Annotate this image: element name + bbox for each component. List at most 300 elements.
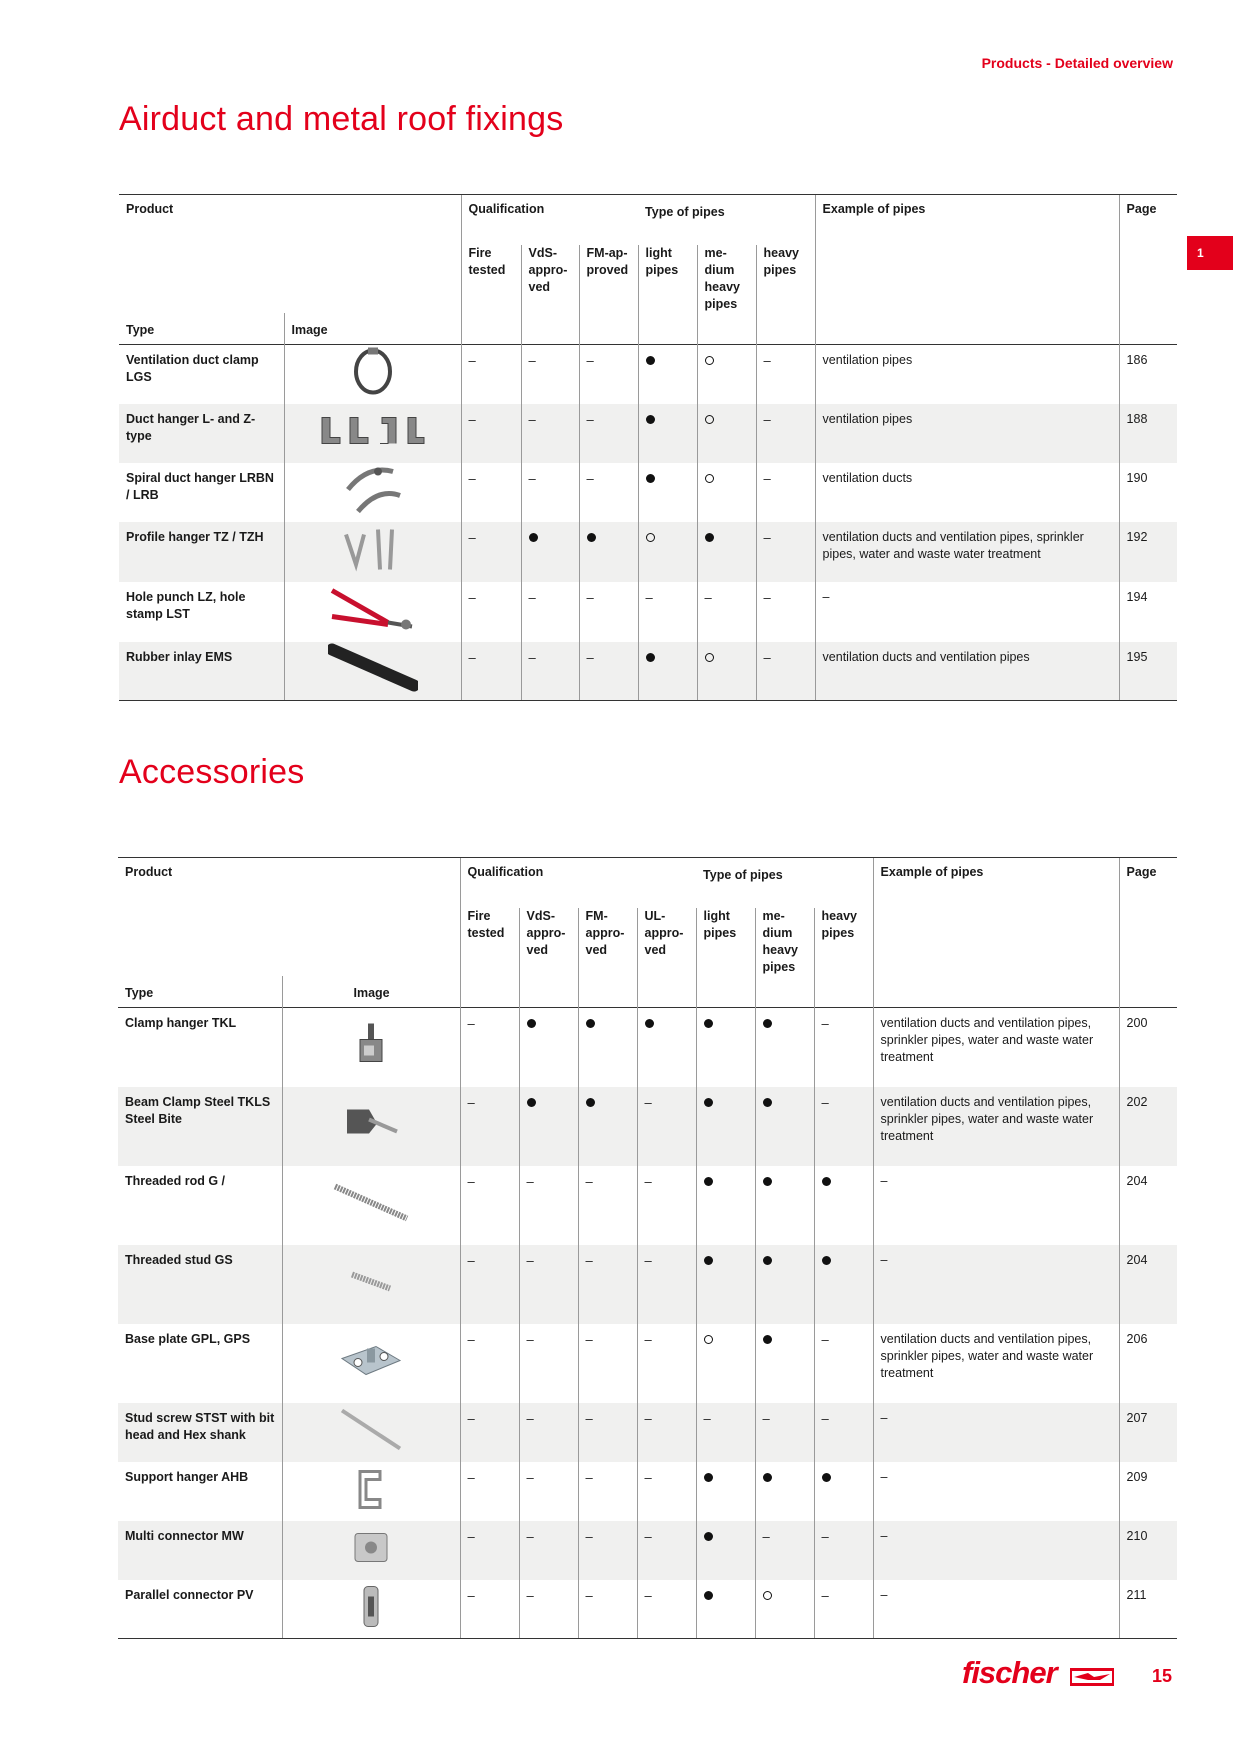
dash-mark: – [585,1410,593,1426]
filled-dot-icon [527,1098,536,1107]
cell-vds [519,1245,578,1324]
example-of-pipes: – [873,1166,1119,1245]
cell-heavy [814,1521,873,1580]
cell-ul [637,1008,696,1087]
cell-light [638,582,697,642]
cell-fire [460,1245,519,1324]
header-fm: FM-ap- proved [579,245,638,313]
cell-light [638,404,697,463]
cell-heavy [814,1403,873,1462]
cell-fm [579,582,638,642]
parallel-connector-icon [361,1584,381,1633]
cell-ul [637,1462,696,1521]
cell-vds [519,1008,578,1087]
filled-dot-icon [704,1473,713,1482]
header-vds: VdS- appro- ved [519,908,578,976]
cell-fm [578,1087,637,1166]
dash-mark: – [526,1469,534,1485]
filled-dot-icon [704,1177,713,1186]
header-qualification: Qualification [460,858,696,908]
table-row [119,582,1177,642]
dash-mark: – [585,1331,593,1347]
dash-mark: – [644,1469,652,1485]
filled-dot-icon [704,1098,713,1107]
dash-mark: – [467,1587,475,1603]
dash-mark: – [468,353,476,368]
cell-heavy [814,1166,873,1245]
cell-light [638,463,697,522]
dash-mark: – [585,1469,593,1485]
product-image [282,1166,460,1245]
dash-mark: – [644,1587,652,1603]
example-of-pipes: ventilation ducts and ventilation pipes, sprinkler pipes, water and waste water treatment [873,1087,1119,1166]
open-circle-icon [705,415,714,424]
cell-light [696,1245,755,1324]
dash-mark: – [644,1173,652,1189]
cell-fm [578,1166,637,1245]
dash-mark: – [526,1587,534,1603]
product-image [282,1580,460,1639]
filled-dot-icon [704,1532,713,1541]
cell-light [638,522,697,582]
filled-dot-icon [763,1177,772,1186]
example-of-pipes: ventilation ducts and ventilation pipes, sprinkler pipes, water and waste water treatment [873,1324,1119,1403]
product-image [284,345,461,404]
dash-mark: – [763,411,771,427]
table-row [119,404,1177,463]
profile-hanger-icon [338,524,408,579]
filled-dot-icon [704,1591,713,1600]
cell-fire [461,582,521,642]
product-image [284,463,461,522]
filled-dot-icon [704,1019,713,1028]
section-header-label: Products - Detailed overview [981,55,1173,71]
dash-mark: – [586,411,594,427]
page-reference: 190 [1119,463,1177,522]
dash-mark: – [467,1469,475,1485]
header-medium: me- dium heavy pipes [697,245,756,313]
product-type: Profile hanger TZ / TZH [119,522,284,582]
header-product: Product [119,195,461,245]
header-page: Page [1119,858,1177,908]
cell-fm [578,1403,637,1462]
cell-medium [697,345,756,404]
filled-dot-icon [587,533,596,542]
dash-mark: – [644,1094,652,1110]
filled-dot-icon [763,1335,772,1344]
header-example-spacer [815,245,1119,313]
dash-mark: – [763,649,771,665]
fischer-logo: fischer [962,1655,1057,1690]
example-of-pipes: ventilation ducts and ventilation pipes, sprinkler pipes, water and waste water treatment [815,522,1119,582]
dash-mark: – [526,1331,534,1347]
dash-mark: – [467,1331,475,1347]
cell-medium [755,1462,814,1521]
cell-vds [519,1324,578,1403]
page-reference: 207 [1119,1403,1177,1462]
dash-mark: – [703,1410,711,1426]
airduct-section-title: Airduct and metal roof fixings [119,100,564,138]
dash-mark: – [467,1252,475,1268]
spiral-duct-hanger-icon [338,460,408,525]
cell-fm [578,1580,637,1639]
page-reference: 209 [1119,1462,1177,1521]
dash-mark: – [526,1410,534,1426]
cell-heavy [756,463,815,522]
dash-mark: – [763,470,771,486]
filled-dot-icon [645,1019,654,1028]
stud-screw-icon [336,1405,406,1460]
dash-mark: – [644,1331,652,1347]
cell-heavy [814,1245,873,1324]
dash-mark: – [526,1528,534,1544]
header-page: Page [1119,195,1177,245]
open-circle-icon [704,1335,713,1344]
cell-light [696,1008,755,1087]
table-row [118,1008,1177,1087]
header-qualification: Qualification [461,195,638,245]
dash-mark: – [528,589,536,605]
cell-light [696,1403,755,1462]
duct-hanger-icon [318,414,428,453]
cell-heavy [756,404,815,463]
page-number: 15 [1152,1666,1173,1686]
header-medium: me- dium heavy pipes [755,908,814,976]
cell-fire [460,1008,519,1087]
cell-heavy [756,642,815,701]
product-type: Hole punch LZ, hole stamp LST [126,589,246,621]
dash-mark: – [467,1094,475,1110]
dash-mark: – [586,470,594,486]
cell-vds [521,404,579,463]
filled-dot-icon [763,1019,772,1028]
product-image [284,582,461,642]
cell-vds [519,1580,578,1639]
cell-fire [461,345,521,404]
cell-ul [637,1087,696,1166]
table-row [118,1324,1177,1403]
cell-light [696,1462,755,1521]
table-row [118,1462,1177,1521]
header-heavy: heavy pipes [756,245,815,313]
dash-mark: – [586,589,594,605]
cell-fire [460,1462,519,1521]
product-type: Duct hanger L- and Z-type [119,404,284,463]
cell-vds [519,1462,578,1521]
cell-fire [461,642,521,701]
dash-mark: – [467,1173,475,1189]
filled-dot-icon [586,1098,595,1107]
dash-mark: – [468,470,476,486]
dash-mark: – [644,1252,652,1268]
filled-dot-icon [704,1256,713,1265]
fischer-badge-icon [1070,1668,1114,1691]
header-image: Image [282,976,460,1008]
product-image [282,1462,460,1521]
cell-medium [697,642,756,701]
dash-mark: – [821,1016,829,1031]
filled-dot-icon [763,1256,772,1265]
dash-mark: – [468,649,476,665]
cell-ul [637,1245,696,1324]
example-of-pipes: – [815,582,1119,642]
dash-mark: – [467,1016,475,1031]
example-of-pipes: – [873,1580,1119,1639]
product-type: Support hanger AHB [125,1469,249,1484]
cell-ul [637,1580,696,1639]
dash-mark: – [528,649,536,665]
dash-mark: – [762,1528,770,1544]
cell-heavy [814,1462,873,1521]
table-row [118,1403,1177,1462]
cell-fm [579,404,638,463]
dash-mark: – [468,529,476,545]
example-of-pipes: ventilation pipes [815,345,1119,404]
rubber-inlay-icon [328,643,418,698]
header-light: light pipes [696,908,755,976]
product-image [284,404,461,463]
cell-light [696,1087,755,1166]
header-heavy: heavy pipes [814,908,873,976]
header-page-spacer [1119,245,1177,313]
dash-mark: – [528,353,536,368]
header-light: light pipes [638,245,697,313]
header-page-spacer [1119,908,1177,976]
accessories-product-table [118,857,1177,1639]
cell-fire [461,463,521,522]
header-fire-tested: Fire tested [460,908,519,976]
cell-light [696,1166,755,1245]
dash-mark: – [467,1410,475,1426]
cell-vds [521,582,579,642]
chapter-tab[interactable]: 1 [1187,236,1233,270]
dash-mark: – [528,411,536,427]
cell-heavy [756,582,815,642]
example-of-pipes: – [873,1403,1119,1462]
example-of-pipes: ventilation ducts and ventilation pipes [815,642,1119,701]
dash-mark: – [821,1528,829,1544]
table-row [119,522,1177,582]
dash-mark: – [821,1331,829,1347]
dash-mark: – [585,1173,593,1189]
dash-mark: – [585,1528,593,1544]
open-circle-icon [646,533,655,542]
product-image [284,642,461,701]
product-type: Base plate GPL, GPS [125,1331,251,1346]
dash-mark: – [644,1410,652,1426]
page-reference: 206 [1119,1324,1177,1403]
cell-vds [521,642,579,701]
cell-fire [460,1166,519,1245]
duct-clamp-icon [348,347,398,402]
page-reference: 200 [1119,1008,1177,1087]
filled-dot-icon [763,1098,772,1107]
dash-mark: – [526,1252,534,1268]
cell-vds [521,522,579,582]
page-reference: 195 [1119,642,1177,701]
table-row [118,1245,1177,1324]
product-type: Ventilation duct clamp LGS [119,345,284,404]
cell-fm [579,345,638,404]
airduct-product-table [119,194,1177,701]
cell-fire [460,1403,519,1462]
filled-dot-icon [822,1177,831,1186]
threaded-rod-icon [331,1181,411,1230]
cell-medium [697,463,756,522]
example-of-pipes: – [873,1462,1119,1521]
filled-dot-icon [646,356,655,365]
filled-dot-icon [646,415,655,424]
header-product-spacer [119,245,461,313]
header-example: Example of pipes [873,858,1119,908]
cell-medium [755,1580,814,1639]
cell-fm [579,642,638,701]
page-reference: 204 [1119,1245,1177,1324]
cell-heavy [756,345,815,404]
filled-dot-icon [646,653,655,662]
cell-light [696,1324,755,1403]
example-of-pipes: ventilation ducts and ventilation pipes, sprinkler pipes, water and waste water treatment [873,1008,1119,1087]
cell-medium [755,1403,814,1462]
example-of-pipes: – [873,1521,1119,1580]
cell-fm [579,463,638,522]
filled-dot-icon [763,1473,772,1482]
cell-fm [579,522,638,582]
product-image [282,1008,460,1087]
page-reference: 186 [1119,345,1177,404]
product-image [282,1087,460,1166]
header-example: Example of pipes [815,195,1119,245]
product-type: Beam Clamp Steel TKLS Steel Bite [118,1087,282,1166]
table-row [119,463,1177,522]
dash-mark: – [763,589,771,605]
cell-medium [755,1008,814,1087]
open-circle-icon [705,474,714,483]
dash-mark: – [585,1252,593,1268]
dash-mark: – [468,589,476,605]
cell-vds [521,345,579,404]
multi-connector-icon [351,1528,391,1573]
example-of-pipes: – [873,1245,1119,1324]
header-type: Type [125,986,154,1000]
dash-mark: – [645,589,653,605]
cell-light [638,345,697,404]
cell-medium [697,404,756,463]
cell-vds [521,463,579,522]
cell-fire [460,1580,519,1639]
dash-mark: – [762,1410,770,1426]
cell-vds [519,1521,578,1580]
table-row [118,1580,1177,1639]
cell-fm [578,1521,637,1580]
filled-dot-icon [646,474,655,483]
page-reference: 204 [1119,1166,1177,1245]
beam-clamp-icon [341,1102,401,1151]
dash-mark: – [821,1587,829,1603]
cell-fire [460,1087,519,1166]
product-type: Parallel connector PV [118,1580,282,1639]
cell-fire [461,522,521,582]
cell-medium [755,1087,814,1166]
open-circle-icon [705,356,714,365]
support-hanger-icon [354,1466,388,1517]
cell-medium [755,1521,814,1580]
cell-ul [637,1521,696,1580]
example-of-pipes: ventilation pipes [815,404,1119,463]
header-type-of-pipes: Type of pipes [696,858,873,908]
header-fire-tested: Fire tested [461,245,521,313]
accessories-section-title: Accessories [119,753,305,791]
dash-mark: – [821,1094,829,1110]
product-type: Spiral duct hanger LRBN / LRB [126,470,274,502]
product-type: Threaded rod G / [125,1173,226,1188]
product-image [282,1245,460,1324]
page-reference: 210 [1119,1521,1177,1580]
table-row [118,1521,1177,1580]
dash-mark: – [467,1528,475,1544]
cell-ul [637,1403,696,1462]
cell-ul [637,1324,696,1403]
product-type: Stud screw STST with bit head and Hex shank [118,1403,282,1462]
filled-dot-icon [527,1019,536,1028]
dash-mark: – [526,1173,534,1189]
header-example-spacer [873,908,1119,976]
cell-fire [460,1521,519,1580]
clamp-hanger-icon [356,1022,386,1073]
example-of-pipes: ventilation ducts [815,463,1119,522]
cell-heavy [814,1087,873,1166]
dash-mark: – [644,1528,652,1544]
cell-heavy [814,1324,873,1403]
cell-medium [697,522,756,582]
cell-vds [519,1403,578,1462]
filled-dot-icon [586,1019,595,1028]
header-ul: UL- appro- ved [637,908,696,976]
cell-heavy [814,1008,873,1087]
table-row [119,345,1177,404]
header-vds: VdS- appro- ved [521,245,579,313]
page-reference: 188 [1119,404,1177,463]
product-image [282,1521,460,1580]
filled-dot-icon [822,1256,831,1265]
hole-punch-icon [328,584,418,639]
cell-heavy [756,522,815,582]
dash-mark: – [821,1410,829,1426]
dash-mark: – [586,649,594,665]
cell-medium [755,1324,814,1403]
dash-mark: – [528,470,536,486]
header-type-of-pipes: Type of pipes [638,195,815,245]
header-image: Image [284,313,461,345]
product-type: Clamp hanger TKL [118,1008,282,1087]
dash-mark: – [586,353,594,368]
table-row [118,1087,1177,1166]
cell-vds [519,1166,578,1245]
product-image [282,1324,460,1403]
cell-light [696,1580,755,1639]
page-reference: 194 [1119,582,1177,642]
cell-medium [755,1245,814,1324]
cell-light [696,1521,755,1580]
cell-medium [755,1166,814,1245]
filled-dot-icon [822,1473,831,1482]
cell-vds [519,1087,578,1166]
header-product-spacer [118,908,460,976]
dash-mark: – [468,411,476,427]
header-type: Type [126,323,155,337]
product-type: Multi connector MW [118,1521,282,1580]
dash-mark: – [585,1587,593,1603]
